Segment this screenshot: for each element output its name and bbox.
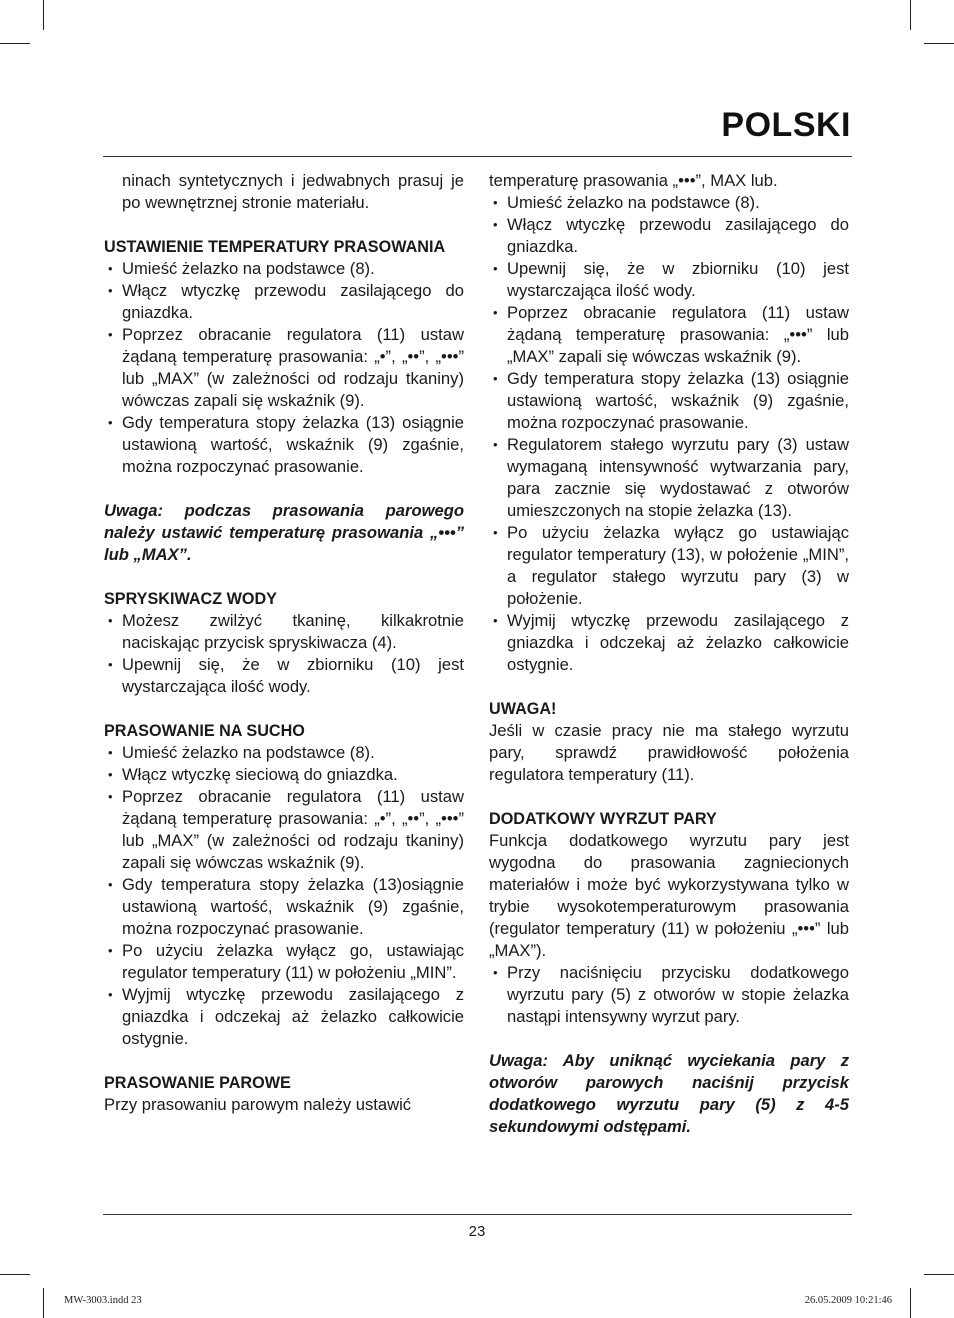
- section-heading: PRASOWANIE NA SUCHO: [104, 722, 305, 740]
- bullet-list: [104, 742, 464, 1050]
- bullet-list: [489, 192, 849, 676]
- top-rule: [103, 156, 852, 157]
- list-item: • Po użyciu żelazka wyłącz go ustawiając regulator temperatury (13), w położenie „MIN”, a regulator stałego wyrzutu pary (3) w położenie.: [489, 522, 849, 610]
- section-heading: SPRYSKIWACZ WODY: [104, 590, 277, 608]
- bottom-rule: [103, 1214, 852, 1215]
- crop-mark: [910, 1288, 911, 1318]
- right-column: [489, 170, 849, 1138]
- list-item: • Gdy temperatura stopy żelazka (13)osiągnie ustawioną wartość, wskaźnik (9) zgaśnie, można rozpoczynać prasowanie.: [104, 874, 464, 940]
- crop-mark: [0, 43, 30, 44]
- list-item: • Wyjmij wtyczkę przewodu zasilającego z gniazdka i odczekaj aż żelazko całkowicie ostygnie.: [489, 610, 849, 676]
- note-text: Uwaga: Aby uniknąć wyciekania pary z otworów parowych naciśnij przycisk dodatkowego wyrzutu pary (5) z 4-5 sekundowymi odstępami.: [489, 1051, 849, 1136]
- crop-mark: [0, 1274, 30, 1275]
- intro-text: ninach syntetycznych i jedwabnych prasuj je po wewnętrznej stronie materiału.: [122, 171, 464, 212]
- list-item: • Po użyciu żelazka wyłącz go, ustawiając regulator temperatury (11) w położeniu „MIN”.: [104, 940, 464, 984]
- list-item: • Gdy temperatura stopy żelazka (13) osiągnie ustawioną wartość, wskaźnik (9) zgaśnie, można rozpoczynać prasowanie.: [104, 412, 464, 478]
- list-item: • Włącz wtyczkę przewodu zasilającego do gniazdka.: [104, 280, 464, 324]
- section-heading: PRASOWANIE PAROWE: [104, 1074, 291, 1092]
- list-item: • Możesz zwilżyć tkaninę, kilkakrotnie naciskając przycisk spryskiwacza (4).: [104, 610, 464, 654]
- left-column: [104, 170, 464, 1116]
- list-item: • Włącz wtyczkę przewodu zasilającego do gniazdka.: [489, 214, 849, 258]
- page-number: 23: [468, 1223, 486, 1240]
- section-heading: UWAGA!: [489, 700, 557, 718]
- bullet-list: [489, 962, 849, 1028]
- crop-mark: [924, 43, 954, 44]
- note-text: Uwaga: podczas prasowania parowego należy ustawić temperaturę prasowania „•••” lub „MAX”.: [104, 501, 464, 564]
- list-item: • Wyjmij wtyczkę przewodu zasilającego z gniazdka i odczekaj aż żelazko całkowicie ostygnie.: [104, 984, 464, 1050]
- paragraph: Funkcja dodatkowego wyrzutu pary jest wygodna do prasowania zagniecionych materiałów i może być wykorzystywana tylko w trybie wysokotemperaturowym prasowania (regulator temperatury (11) w położeniu „•••” lub „MAX”).: [489, 831, 849, 960]
- bullet-list: [104, 610, 464, 698]
- intro-text: temperaturę prasowania „•••”, MAX lub.: [489, 171, 778, 190]
- paragraph: Przy prasowaniu parowym należy ustawić: [104, 1095, 412, 1114]
- section-heading: DODATKOWY WYRZUT PARY: [489, 810, 717, 828]
- list-item: • Umieść żelazko na podstawce (8).: [104, 742, 464, 764]
- list-item: • Poprzez obracanie regulatora (11) ustaw żądaną temperaturę prasowania: „•”, „••”, „•••” lub „MAX” (w zależności od rodzaju tkaniny) wówczas zapali się wskaźnik (9).: [104, 324, 464, 412]
- list-item: • Poprzez obracanie regulatora (11) ustaw żądaną temperaturę prasowania: „•••” lub „MAX” zapali się wówczas wskaźnik (9).: [489, 302, 849, 368]
- list-item: • Regulatorem stałego wyrzutu pary (3) ustaw wymaganą intensywność wytwarzania pary, para zacznie się wydostawać z otworów umieszczonych na stopie żelazka (13).: [489, 434, 849, 522]
- crop-mark: [910, 0, 911, 30]
- crop-mark: [924, 1274, 954, 1275]
- section-heading: USTAWIENIE TEMPERATURY PRASOWANIA: [104, 238, 446, 256]
- list-item: • Włącz wtyczkę sieciową do gniazdka.: [104, 764, 464, 786]
- list-item: • Upewnij się, że w zbiorniku (10) jest wystarczająca ilość wody.: [489, 258, 849, 302]
- footer-file: MW-3003.indd 23: [64, 1295, 142, 1306]
- list-item: • Gdy temperatura stopy żelazka (13) osiągnie ustawioną wartość, wskaźnik (9) zgaśnie, można rozpoczynać prasowanie.: [489, 368, 849, 434]
- paragraph: Jeśli w czasie pracy nie ma stałego wyrzutu pary, sprawdź prawidłowość położenia regulatora temperatury (11).: [489, 721, 849, 784]
- list-item: • Umieść żelazko na podstawce (8).: [104, 258, 464, 280]
- page-title: POLSKI: [721, 106, 851, 144]
- crop-mark: [43, 0, 44, 30]
- list-item: • Poprzez obracanie regulatora (11) ustaw żądaną temperaturę prasowania: „•”, „••”, „•••” lub „MAX” (w zależności od rodzaju tkaniny) zapali się wówczas wskaźnik (9).: [104, 786, 464, 874]
- list-item: • Przy naciśnięciu przycisku dodatkowego wyrzutu pary (5) z otworów w stopie żelazka nastąpi intensywny wyrzut pary.: [489, 962, 849, 1028]
- bullet-list: [104, 258, 464, 478]
- list-item: • Umieść żelazko na podstawce (8).: [489, 192, 849, 214]
- list-item: • Upewnij się, że w zbiorniku (10) jest wystarczająca ilość wody.: [104, 654, 464, 698]
- footer-timestamp: 26.05.2009 10:21:46: [804, 1295, 892, 1306]
- crop-mark: [43, 1288, 44, 1318]
